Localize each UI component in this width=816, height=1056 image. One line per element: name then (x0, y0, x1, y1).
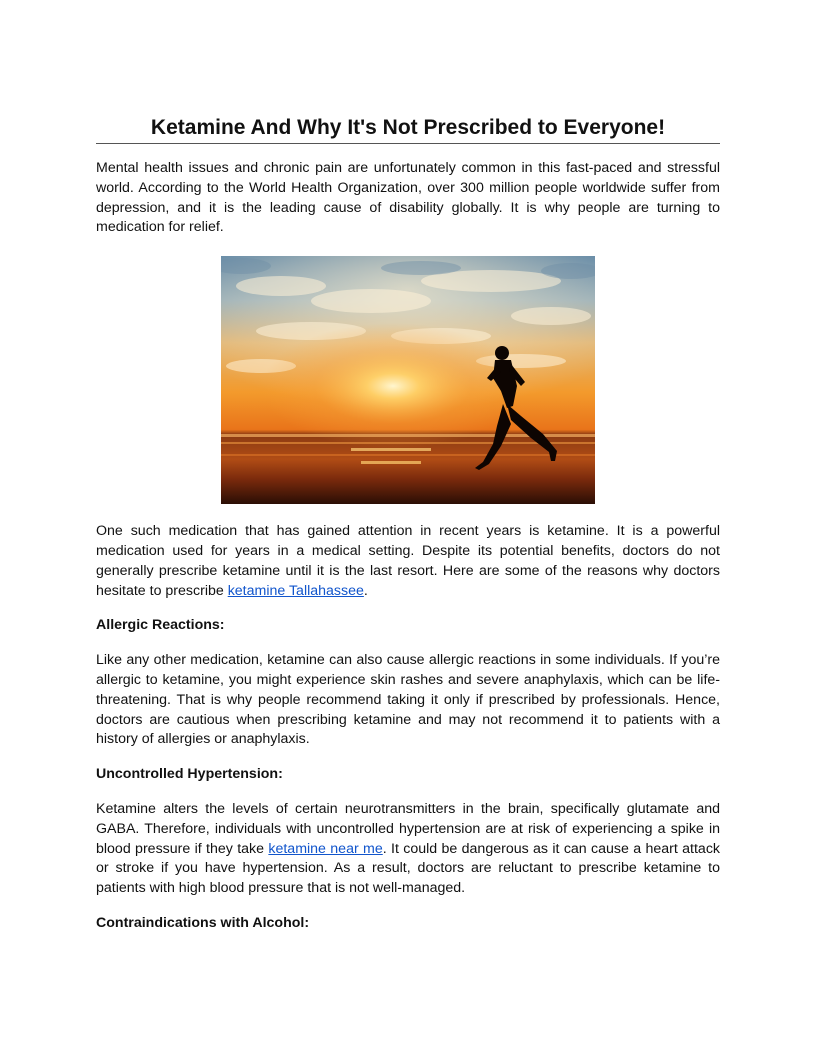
section-paragraph-allergic: Like any other medication, ketamine can also cause allergic reactions in some individuals. If you’re allergic to ketamine, you might experience skin rashes and severe anaphylaxis, which can be life-threatening. That is why people recommend taking it only if prescribed by professionals. Hence, doctors are cautious when prescribing ketamine and may not recommend it to patients with a history of allergies or anaphylaxis. (96, 652, 720, 748)
ketamine-tallahassee-link[interactable]: ketamine Tallahassee (227, 582, 364, 599)
body-paragraph-1-end: . (363, 582, 368, 599)
section-heading-hypertension: Uncontrolled Hypertension: (96, 766, 283, 783)
section-heading-allergic: Allergic Reactions: (96, 617, 225, 634)
body-paragraph-1 (96, 522, 720, 601)
section-paragraph-hypertension-end: . It could be dangerous as it can cause a heart attack or stroke if you have hypertension. As a result, doctors are reluctant to prescribe ketamine to patients with high blood pressure that is not well-managed. (96, 840, 721, 897)
section-paragraph-hypertension-text: Ketamine alters the levels of certain neurotransmitters in the brain, specifically glutamate and GABA. Therefore, individuals with uncontrolled hypertension are at risk of experiencing a spike in blood pressure if they take (96, 800, 720, 857)
document-page (96, 114, 720, 934)
sunset-runner-photo (221, 256, 595, 504)
page-title: Ketamine And Why It's Not Prescribed to Everyone! (96, 114, 720, 144)
section-heading-alcohol: Contraindications with Alcohol: (96, 914, 310, 931)
body-paragraph-1-text: One such medication that has gained attention in recent years is ketamine. It is a powerful medication used for years in a medical setting. Despite its potential benefits, doctors do not generally prescribe ketamine until it is the last resort. Here are some of the reasons why doctors hesitate to prescribe (96, 523, 720, 599)
ketamine-near-me-link[interactable]: ketamine near me (268, 840, 383, 857)
intro-paragraph: Mental health issues and chronic pain are unfortunately common in this fast-paced and stressful world. According to the World Health Organization, over 300 million people worldwide suffer from depression, and it is the leading cause of disability globally. It is why people are turning to medication for relief. (96, 160, 720, 236)
section-paragraph-hypertension (96, 800, 720, 899)
